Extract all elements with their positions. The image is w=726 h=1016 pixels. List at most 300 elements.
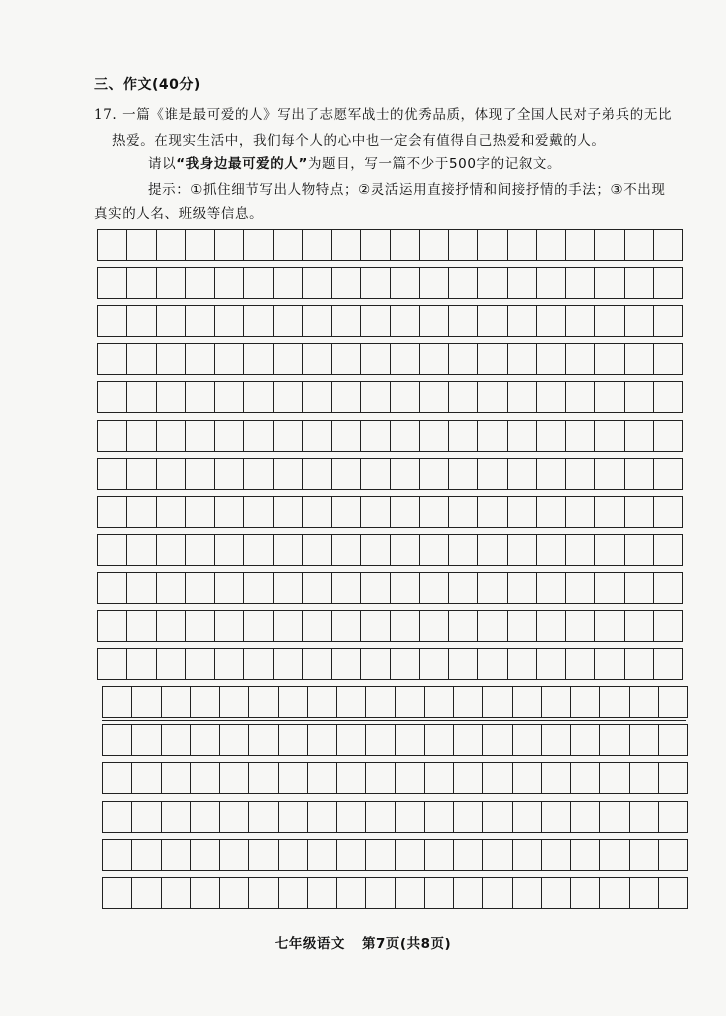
grid-cell[interactable] xyxy=(449,497,478,527)
grid-cell[interactable] xyxy=(244,230,273,260)
grid-cell[interactable] xyxy=(420,649,449,679)
grid-cell[interactable] xyxy=(308,878,337,908)
grid-cell[interactable] xyxy=(396,878,425,908)
grid-cell[interactable] xyxy=(508,611,537,641)
grid-cell[interactable] xyxy=(659,763,687,793)
grid-cell[interactable] xyxy=(483,763,512,793)
grid-cell[interactable] xyxy=(361,535,390,565)
grid-cell[interactable] xyxy=(244,611,273,641)
grid-cell[interactable] xyxy=(542,840,571,870)
grid-cell[interactable] xyxy=(303,497,332,527)
grid-cell[interactable] xyxy=(361,611,390,641)
grid-cell[interactable] xyxy=(513,878,542,908)
grid-cell[interactable] xyxy=(220,763,249,793)
grid-cell[interactable] xyxy=(103,687,132,717)
grid-cell[interactable] xyxy=(630,802,659,832)
grid-cell[interactable] xyxy=(215,573,244,603)
grid-cell[interactable] xyxy=(103,802,132,832)
grid-cell[interactable] xyxy=(337,840,366,870)
grid-cell[interactable] xyxy=(425,725,454,755)
grid-cell[interactable] xyxy=(186,573,215,603)
grid-cell[interactable] xyxy=(98,421,127,451)
grid-cell[interactable] xyxy=(103,878,132,908)
grid-cell[interactable] xyxy=(191,725,220,755)
grid-cell[interactable] xyxy=(659,802,687,832)
grid-cell[interactable] xyxy=(513,687,542,717)
grid-cell[interactable] xyxy=(625,649,654,679)
grid-cell[interactable] xyxy=(332,421,361,451)
grid-cell[interactable] xyxy=(244,344,273,374)
grid-cell[interactable] xyxy=(186,230,215,260)
grid-cell[interactable] xyxy=(654,459,682,489)
grid-cell[interactable] xyxy=(508,535,537,565)
grid-cell[interactable] xyxy=(595,573,624,603)
grid-cell[interactable] xyxy=(420,459,449,489)
grid-cell[interactable] xyxy=(274,421,303,451)
grid-cell[interactable] xyxy=(449,459,478,489)
grid-cell[interactable] xyxy=(478,535,507,565)
grid-cell[interactable] xyxy=(191,840,220,870)
grid-cell[interactable] xyxy=(279,725,308,755)
grid-cell[interactable] xyxy=(625,535,654,565)
grid-cell[interactable] xyxy=(566,421,595,451)
grid-cell[interactable] xyxy=(420,497,449,527)
grid-cell[interactable] xyxy=(127,611,156,641)
grid-cell[interactable] xyxy=(215,535,244,565)
grid-cell[interactable] xyxy=(303,344,332,374)
grid-cell[interactable] xyxy=(332,573,361,603)
grid-cell[interactable] xyxy=(279,687,308,717)
grid-cell[interactable] xyxy=(454,878,483,908)
grid-cell[interactable] xyxy=(508,306,537,336)
grid-cell[interactable] xyxy=(625,459,654,489)
grid-cell[interactable] xyxy=(186,459,215,489)
grid-cell[interactable] xyxy=(595,535,624,565)
grid-cell[interactable] xyxy=(332,649,361,679)
grid-cell[interactable] xyxy=(600,840,629,870)
grid-cell[interactable] xyxy=(303,230,332,260)
grid-cell[interactable] xyxy=(537,611,566,641)
grid-cell[interactable] xyxy=(215,230,244,260)
grid-cell[interactable] xyxy=(127,268,156,298)
grid-cell[interactable] xyxy=(566,306,595,336)
grid-cell[interactable] xyxy=(220,878,249,908)
grid-cell[interactable] xyxy=(127,382,156,412)
grid-cell[interactable] xyxy=(162,878,191,908)
grid-cell[interactable] xyxy=(244,306,273,336)
grid-cell[interactable] xyxy=(595,382,624,412)
grid-cell[interactable] xyxy=(244,421,273,451)
grid-cell[interactable] xyxy=(483,878,512,908)
grid-cell[interactable] xyxy=(332,535,361,565)
grid-cell[interactable] xyxy=(303,535,332,565)
grid-cell[interactable] xyxy=(659,687,687,717)
grid-cell[interactable] xyxy=(542,687,571,717)
grid-cell[interactable] xyxy=(659,878,687,908)
grid-cell[interactable] xyxy=(571,725,600,755)
grid-cell[interactable] xyxy=(162,840,191,870)
grid-cell[interactable] xyxy=(215,268,244,298)
grid-cell[interactable] xyxy=(654,573,682,603)
grid-cell[interactable] xyxy=(249,687,278,717)
grid-cell[interactable] xyxy=(361,382,390,412)
grid-cell[interactable] xyxy=(162,725,191,755)
grid-cell[interactable] xyxy=(425,687,454,717)
grid-cell[interactable] xyxy=(571,840,600,870)
grid-cell[interactable] xyxy=(595,230,624,260)
grid-cell[interactable] xyxy=(157,382,186,412)
grid-cell[interactable] xyxy=(391,459,420,489)
grid-cell[interactable] xyxy=(566,497,595,527)
grid-cell[interactable] xyxy=(303,611,332,641)
grid-cell[interactable] xyxy=(366,840,395,870)
grid-cell[interactable] xyxy=(449,230,478,260)
grid-cell[interactable] xyxy=(220,687,249,717)
grid-cell[interactable] xyxy=(566,573,595,603)
grid-cell[interactable] xyxy=(508,573,537,603)
grid-cell[interactable] xyxy=(244,649,273,679)
grid-cell[interactable] xyxy=(571,802,600,832)
grid-cell[interactable] xyxy=(157,573,186,603)
grid-cell[interactable] xyxy=(478,344,507,374)
grid-cell[interactable] xyxy=(654,611,682,641)
grid-cell[interactable] xyxy=(332,459,361,489)
grid-cell[interactable] xyxy=(127,497,156,527)
grid-cell[interactable] xyxy=(98,573,127,603)
grid-cell[interactable] xyxy=(508,230,537,260)
grid-cell[interactable] xyxy=(157,306,186,336)
grid-cell[interactable] xyxy=(630,840,659,870)
grid-cell[interactable] xyxy=(566,268,595,298)
grid-cell[interactable] xyxy=(132,725,161,755)
grid-cell[interactable] xyxy=(215,497,244,527)
grid-cell[interactable] xyxy=(600,763,629,793)
grid-cell[interactable] xyxy=(391,344,420,374)
grid-cell[interactable] xyxy=(654,268,682,298)
grid-cell[interactable] xyxy=(420,573,449,603)
grid-cell[interactable] xyxy=(571,878,600,908)
grid-cell[interactable] xyxy=(337,802,366,832)
grid-cell[interactable] xyxy=(537,344,566,374)
grid-cell[interactable] xyxy=(396,802,425,832)
grid-cell[interactable] xyxy=(332,344,361,374)
grid-cell[interactable] xyxy=(595,421,624,451)
grid-cell[interactable] xyxy=(625,344,654,374)
grid-cell[interactable] xyxy=(186,268,215,298)
grid-cell[interactable] xyxy=(361,421,390,451)
grid-cell[interactable] xyxy=(625,421,654,451)
grid-cell[interactable] xyxy=(274,573,303,603)
grid-cell[interactable] xyxy=(478,268,507,298)
grid-cell[interactable] xyxy=(186,382,215,412)
grid-cell[interactable] xyxy=(162,802,191,832)
grid-cell[interactable] xyxy=(157,611,186,641)
grid-cell[interactable] xyxy=(366,687,395,717)
grid-cell[interactable] xyxy=(157,649,186,679)
grid-cell[interactable] xyxy=(157,344,186,374)
grid-cell[interactable] xyxy=(425,763,454,793)
grid-cell[interactable] xyxy=(542,763,571,793)
grid-cell[interactable] xyxy=(537,497,566,527)
grid-cell[interactable] xyxy=(391,573,420,603)
grid-cell[interactable] xyxy=(162,687,191,717)
grid-cell[interactable] xyxy=(449,268,478,298)
grid-cell[interactable] xyxy=(420,421,449,451)
grid-cell[interactable] xyxy=(186,535,215,565)
grid-cell[interactable] xyxy=(595,649,624,679)
grid-cell[interactable] xyxy=(600,687,629,717)
grid-cell[interactable] xyxy=(420,382,449,412)
grid-cell[interactable] xyxy=(361,230,390,260)
grid-cell[interactable] xyxy=(478,306,507,336)
grid-cell[interactable] xyxy=(391,649,420,679)
grid-cell[interactable] xyxy=(396,763,425,793)
grid-cell[interactable] xyxy=(454,840,483,870)
grid-cell[interactable] xyxy=(279,802,308,832)
grid-cell[interactable] xyxy=(186,306,215,336)
grid-cell[interactable] xyxy=(508,497,537,527)
grid-cell[interactable] xyxy=(420,344,449,374)
grid-cell[interactable] xyxy=(478,459,507,489)
grid-cell[interactable] xyxy=(98,382,127,412)
grid-cell[interactable] xyxy=(274,497,303,527)
grid-cell[interactable] xyxy=(449,306,478,336)
grid-cell[interactable] xyxy=(98,230,127,260)
grid-cell[interactable] xyxy=(103,840,132,870)
grid-cell[interactable] xyxy=(420,230,449,260)
grid-cell[interactable] xyxy=(98,535,127,565)
grid-cell[interactable] xyxy=(449,611,478,641)
grid-cell[interactable] xyxy=(186,421,215,451)
grid-cell[interactable] xyxy=(566,535,595,565)
grid-cell[interactable] xyxy=(420,611,449,641)
grid-cell[interactable] xyxy=(127,344,156,374)
grid-cell[interactable] xyxy=(332,382,361,412)
grid-cell[interactable] xyxy=(483,687,512,717)
grid-cell[interactable] xyxy=(361,306,390,336)
grid-cell[interactable] xyxy=(566,344,595,374)
grid-cell[interactable] xyxy=(249,840,278,870)
grid-cell[interactable] xyxy=(600,878,629,908)
grid-cell[interactable] xyxy=(127,306,156,336)
grid-cell[interactable] xyxy=(391,382,420,412)
grid-cell[interactable] xyxy=(186,497,215,527)
grid-cell[interactable] xyxy=(186,611,215,641)
grid-cell[interactable] xyxy=(132,763,161,793)
grid-cell[interactable] xyxy=(508,459,537,489)
grid-cell[interactable] xyxy=(595,611,624,641)
grid-cell[interactable] xyxy=(542,725,571,755)
grid-cell[interactable] xyxy=(571,763,600,793)
grid-cell[interactable] xyxy=(478,230,507,260)
grid-cell[interactable] xyxy=(244,535,273,565)
grid-cell[interactable] xyxy=(215,611,244,641)
grid-cell[interactable] xyxy=(449,573,478,603)
grid-cell[interactable] xyxy=(659,840,687,870)
grid-cell[interactable] xyxy=(391,611,420,641)
grid-cell[interactable] xyxy=(191,763,220,793)
grid-cell[interactable] xyxy=(537,230,566,260)
grid-cell[interactable] xyxy=(361,573,390,603)
grid-cell[interactable] xyxy=(483,840,512,870)
grid-cell[interactable] xyxy=(391,535,420,565)
grid-cell[interactable] xyxy=(391,230,420,260)
grid-cell[interactable] xyxy=(303,421,332,451)
grid-cell[interactable] xyxy=(191,802,220,832)
grid-cell[interactable] xyxy=(244,497,273,527)
grid-cell[interactable] xyxy=(249,878,278,908)
grid-cell[interactable] xyxy=(127,230,156,260)
grid-cell[interactable] xyxy=(98,268,127,298)
grid-cell[interactable] xyxy=(186,344,215,374)
grid-cell[interactable] xyxy=(274,382,303,412)
grid-cell[interactable] xyxy=(425,802,454,832)
grid-cell[interactable] xyxy=(157,268,186,298)
grid-cell[interactable] xyxy=(220,840,249,870)
grid-cell[interactable] xyxy=(654,649,682,679)
grid-cell[interactable] xyxy=(103,763,132,793)
grid-cell[interactable] xyxy=(308,687,337,717)
grid-cell[interactable] xyxy=(391,421,420,451)
grid-cell[interactable] xyxy=(303,306,332,336)
grid-cell[interactable] xyxy=(332,611,361,641)
grid-cell[interactable] xyxy=(391,268,420,298)
grid-cell[interactable] xyxy=(483,802,512,832)
grid-cell[interactable] xyxy=(361,268,390,298)
grid-cell[interactable] xyxy=(366,878,395,908)
grid-cell[interactable] xyxy=(274,344,303,374)
grid-cell[interactable] xyxy=(454,687,483,717)
grid-cell[interactable] xyxy=(215,306,244,336)
grid-cell[interactable] xyxy=(513,725,542,755)
grid-cell[interactable] xyxy=(337,687,366,717)
grid-cell[interactable] xyxy=(132,878,161,908)
grid-cell[interactable] xyxy=(513,802,542,832)
grid-cell[interactable] xyxy=(191,878,220,908)
grid-cell[interactable] xyxy=(215,421,244,451)
grid-cell[interactable] xyxy=(274,306,303,336)
grid-cell[interactable] xyxy=(654,535,682,565)
grid-cell[interactable] xyxy=(630,878,659,908)
grid-cell[interactable] xyxy=(220,725,249,755)
grid-cell[interactable] xyxy=(361,344,390,374)
grid-cell[interactable] xyxy=(303,649,332,679)
grid-cell[interactable] xyxy=(478,421,507,451)
grid-cell[interactable] xyxy=(508,421,537,451)
grid-cell[interactable] xyxy=(420,306,449,336)
grid-cell[interactable] xyxy=(654,306,682,336)
grid-cell[interactable] xyxy=(449,382,478,412)
grid-cell[interactable] xyxy=(332,268,361,298)
grid-cell[interactable] xyxy=(625,306,654,336)
grid-cell[interactable] xyxy=(127,421,156,451)
grid-cell[interactable] xyxy=(513,840,542,870)
grid-cell[interactable] xyxy=(361,459,390,489)
grid-cell[interactable] xyxy=(454,763,483,793)
grid-cell[interactable] xyxy=(162,763,191,793)
grid-cell[interactable] xyxy=(600,725,629,755)
grid-cell[interactable] xyxy=(215,649,244,679)
grid-cell[interactable] xyxy=(566,649,595,679)
grid-cell[interactable] xyxy=(420,535,449,565)
grid-cell[interactable] xyxy=(103,725,132,755)
grid-cell[interactable] xyxy=(425,840,454,870)
grid-cell[interactable] xyxy=(483,725,512,755)
grid-cell[interactable] xyxy=(98,459,127,489)
grid-cell[interactable] xyxy=(537,649,566,679)
grid-cell[interactable] xyxy=(308,763,337,793)
grid-cell[interactable] xyxy=(391,306,420,336)
grid-cell[interactable] xyxy=(654,382,682,412)
grid-cell[interactable] xyxy=(308,725,337,755)
grid-cell[interactable] xyxy=(595,344,624,374)
grid-cell[interactable] xyxy=(630,725,659,755)
grid-cell[interactable] xyxy=(215,459,244,489)
grid-cell[interactable] xyxy=(337,725,366,755)
grid-cell[interactable] xyxy=(625,497,654,527)
grid-cell[interactable] xyxy=(595,268,624,298)
grid-cell[interactable] xyxy=(542,878,571,908)
grid-cell[interactable] xyxy=(274,230,303,260)
grid-cell[interactable] xyxy=(220,802,249,832)
grid-cell[interactable] xyxy=(98,611,127,641)
grid-cell[interactable] xyxy=(508,649,537,679)
grid-cell[interactable] xyxy=(274,459,303,489)
grid-cell[interactable] xyxy=(244,268,273,298)
grid-cell[interactable] xyxy=(625,611,654,641)
grid-cell[interactable] xyxy=(191,687,220,717)
grid-cell[interactable] xyxy=(366,763,395,793)
grid-cell[interactable] xyxy=(157,535,186,565)
grid-cell[interactable] xyxy=(308,802,337,832)
grid-cell[interactable] xyxy=(157,497,186,527)
grid-cell[interactable] xyxy=(366,802,395,832)
grid-cell[interactable] xyxy=(279,763,308,793)
grid-cell[interactable] xyxy=(537,573,566,603)
grid-cell[interactable] xyxy=(625,573,654,603)
grid-cell[interactable] xyxy=(537,306,566,336)
grid-cell[interactable] xyxy=(595,497,624,527)
grid-cell[interactable] xyxy=(478,573,507,603)
grid-cell[interactable] xyxy=(303,268,332,298)
grid-cell[interactable] xyxy=(654,230,682,260)
grid-cell[interactable] xyxy=(654,497,682,527)
grid-cell[interactable] xyxy=(449,649,478,679)
grid-cell[interactable] xyxy=(449,421,478,451)
grid-cell[interactable] xyxy=(625,382,654,412)
grid-cell[interactable] xyxy=(366,725,395,755)
grid-cell[interactable] xyxy=(361,497,390,527)
grid-cell[interactable] xyxy=(537,268,566,298)
grid-cell[interactable] xyxy=(478,649,507,679)
grid-cell[interactable] xyxy=(157,230,186,260)
grid-cell[interactable] xyxy=(332,230,361,260)
grid-cell[interactable] xyxy=(127,649,156,679)
grid-cell[interactable] xyxy=(274,611,303,641)
grid-cell[interactable] xyxy=(659,725,687,755)
grid-cell[interactable] xyxy=(98,649,127,679)
grid-cell[interactable] xyxy=(244,459,273,489)
grid-cell[interactable] xyxy=(215,344,244,374)
grid-cell[interactable] xyxy=(566,611,595,641)
grid-cell[interactable] xyxy=(542,802,571,832)
grid-cell[interactable] xyxy=(132,840,161,870)
grid-cell[interactable] xyxy=(249,763,278,793)
grid-cell[interactable] xyxy=(274,268,303,298)
grid-cell[interactable] xyxy=(244,573,273,603)
grid-cell[interactable] xyxy=(537,421,566,451)
grid-cell[interactable] xyxy=(98,344,127,374)
